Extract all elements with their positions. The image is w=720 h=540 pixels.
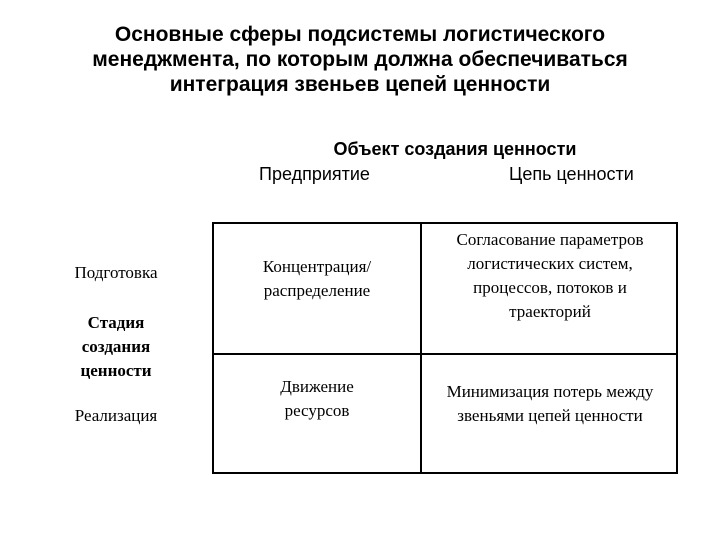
column-enterprise-label: Предприятие [259,164,370,184]
cell-text-line: Движение [280,377,354,396]
cell-text-line: Концентрация/ [262,257,372,276]
row-realization-label: Реализация [74,406,158,425]
grid-horizontal-divider [214,353,676,355]
title-line-3: интеграция звеньев цепей ценности [169,73,551,96]
cell-text-line: распределение [263,281,371,300]
cell-preparation-enterprise [214,224,420,334]
stage-label-line-2: создания [81,337,151,356]
matrix-grid [212,222,678,474]
cell-text-line: ресурсов [284,401,350,420]
cell-realization-value-chain [422,374,678,434]
value-stage-header [56,311,176,383]
cell-text-line: звеньями цепей ценности [457,406,643,425]
cell-text-line: Минимизация потерь между [446,382,654,401]
cell-preparation-value-chain [422,224,678,328]
cell-text-line: процессов, потоков и [473,278,627,297]
title-line-1: Основные сферы подсистемы логистического [114,23,606,46]
value-object-header: Объект создания ценности [333,139,577,159]
row-preparation-label: Подготовка [74,263,158,282]
cell-text-line: Согласование параметров [456,230,644,249]
cell-realization-enterprise [214,364,420,434]
cell-text-line: логистических систем, [467,254,633,273]
slide-title [0,22,720,97]
stage-label-line-3: ценности [80,361,152,380]
column-value-chain-label: Цепь ценности [509,164,634,184]
stage-label-line-1: Стадия [87,313,145,332]
title-line-2: менеджмента, по которым должна обеспечиваться [92,48,628,71]
cell-text-line: траекторий [509,302,591,321]
